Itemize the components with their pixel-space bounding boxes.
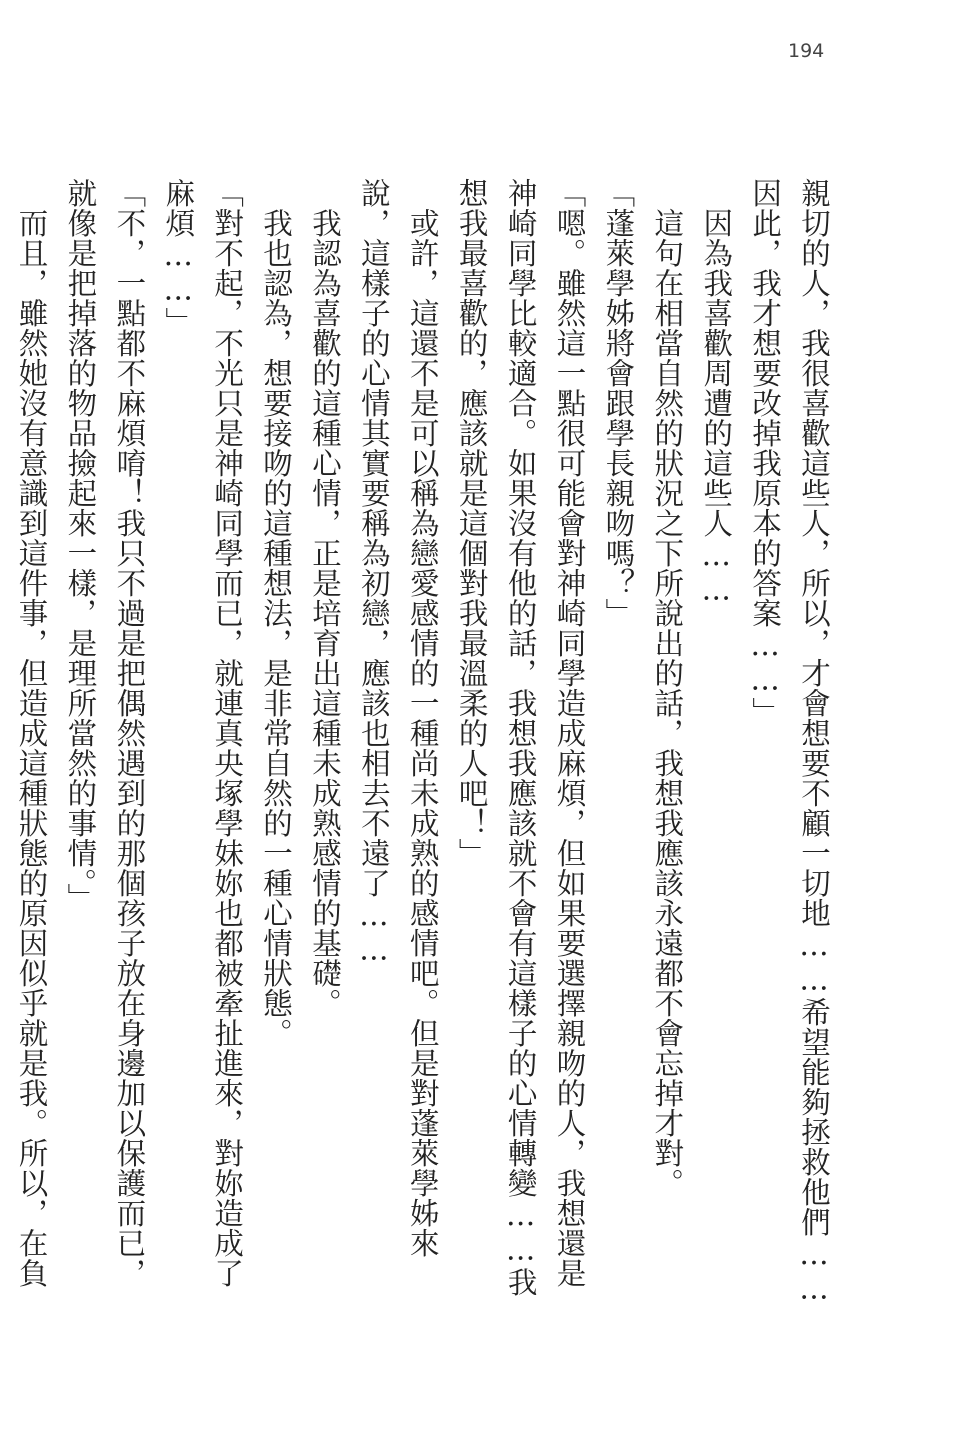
paragraph: 或許，這還不是可以稱為戀愛感情的一種尚未成熟的感情吧。但是對蓬萊學姊來說，這樣子的心情其實要稱為初戀，應該也相去不遠了……	[356, 178, 440, 1258]
paragraph: 親切的人，我很喜歡這些人，所以，才會想要不顧一切地……希望能夠拯救他們……因此，我才想要改掉我原本的答案……」	[748, 178, 831, 1306]
paragraph: 我認為喜歡的這種心情，正是培育出這種未成熟感情的基礎。	[307, 178, 342, 1018]
paragraph: 「對不起，不光只是神崎同學而已，就連真央塚學妹妳也都被牽扯進來，對妳造成了麻煩……」	[161, 178, 245, 1288]
paragraph: 「不，一點都不麻煩唷！我只不過是把偶然遇到的那個孩子放在身邊加以保護而已，就像是把掉落的物品撿起來一樣，是理所當然的事情。」	[63, 178, 147, 1288]
paragraph: 因為我喜歡周遭的這些人……	[699, 178, 734, 607]
paragraph: 「蓬萊學姊將會跟學長親吻嗎？」	[601, 178, 636, 628]
paragraph: 「嗯。雖然這一點很可能會對神崎同學造成麻煩，但如果要選擇親吻的人，我想還是神崎同學比較適合。如果沒有他的話，我想我應該就不會有這樣子的心情轉變……我想我最喜歡的，應該就是這個對我最溫柔的人吧！」	[454, 178, 587, 1297]
paragraph: 我也認為，想要接吻的這種想法，是非常自然的一種心情狀態。	[259, 178, 294, 1048]
paragraph: 這句在相當自然的狀況之下所說出的話，我想我應該永遠都不會忘掉才對。	[650, 178, 685, 1198]
vertical-text-body	[0, 178, 838, 1308]
page-number: 194	[788, 40, 825, 62]
paragraph: 而且，雖然她沒有意識到這件事，但造成這種狀態的原因似乎就是我。所以，在負	[14, 208, 49, 1288]
